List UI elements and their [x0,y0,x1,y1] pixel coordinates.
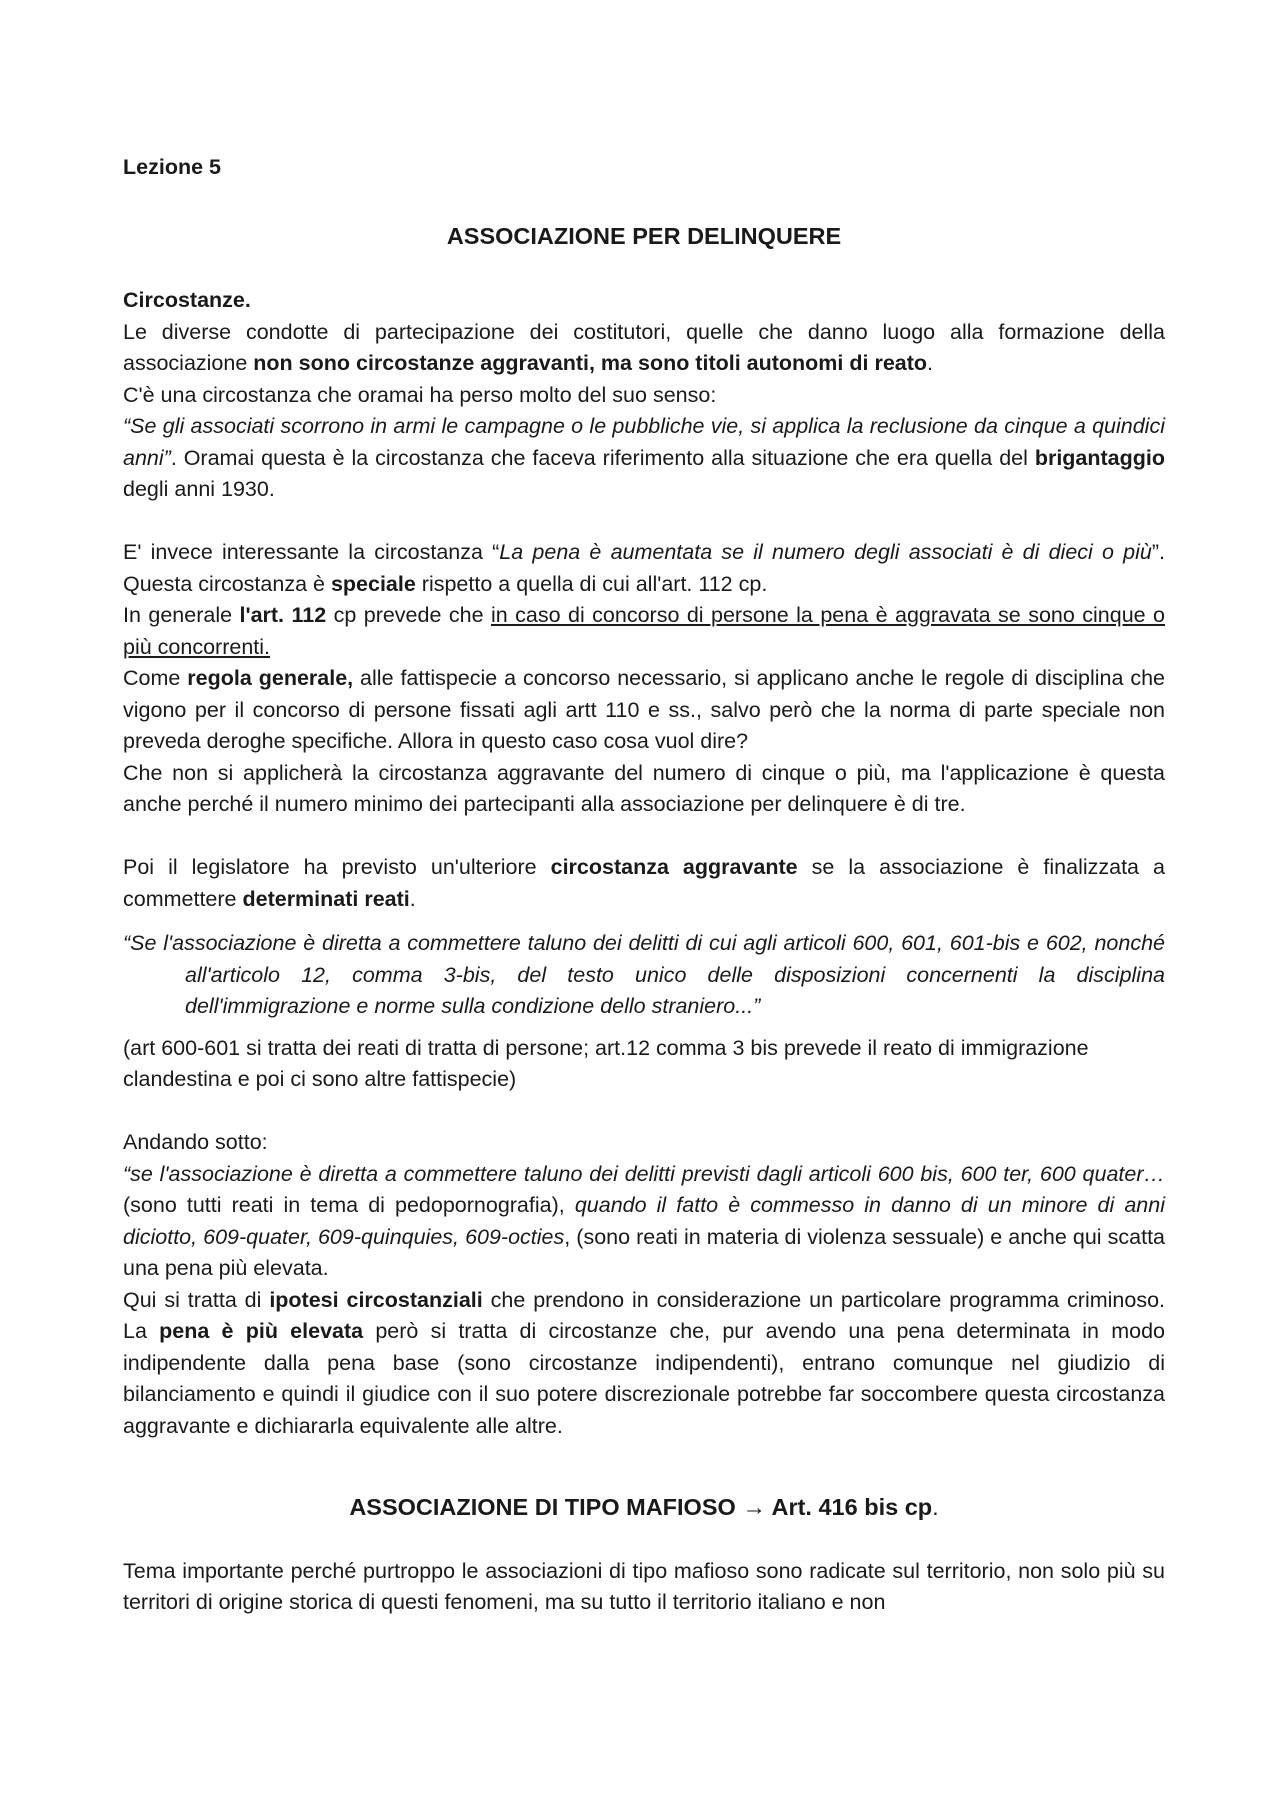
paragraph-tema-importante: Tema importante perché purtroppo le associazioni di tipo mafioso sono radicate sul territorio, non solo più su territori di origine storica di questi fenomeni, ma su tutto il territorio italiano e non [123,1558,1165,1614]
spacer [123,506,1165,538]
paragraph-ipotesi-circostanziali: Qui si tratta di ipotesi circostanziali che prendono in considerazione un particolare programma criminoso. La pena è più elevata però si tratta di circostanze che, pur avendo una pena determinata in modo indipendente dalla pena base (sono circostanze indipendenti), entrano comunque nel giudizio di bilanciamento e quindi il giudice con il suo potere discrezionale potrebbe far soccombere questa circostanza aggravante e dichiararla equivalente alle altre. [123,1287,1166,1438]
paragraph-aggravante-reati: Poi il legislatore ha previsto un'ulteriore circostanza aggravante se la associazione è finalizzata a commettere determinati reati. [123,855,1165,911]
paragraph-regola-generale: Come regola generale, alle fattispecie a concorso necessario, si applicano anche le regole di disciplina che vigono per il concorso di persone fissati agli artt 110 e ss., salvo però che la norma di parte speciale non preveda deroghe specifiche. Allora in questo caso cosa vuol dire? [123,666,1166,753]
section-title-mafioso: ASSOCIAZIONE DI TIPO MAFIOSO → Art. 416 bis cp. [349,1494,939,1520]
document-page [123,152,1165,1619]
paragraph-brigantaggio: “Se gli associati scorrono in armi le campagne o le pubbliche vie, si applica la reclusione da cinque a quindici anni”. Oramai questa è la circostanza che faceva riferimento alla situazione che era quella del brigantaggio degli anni 1930. [123,414,1165,501]
paragraph-tratta-persone: (art 600-601 si tratta dei reati di tratta di persone; art.12 comma 3 bis prevede il reato di immigrazione clandestina e poi ci sono altre fattispecie) [123,1035,1089,1091]
paragraph-numero-minimo: Che non si applicherà la circostanza aggravante del numero di cinque o più, ma l'applicazione è questa anche perché il numero minimo dei partecipanti alla associazione per delinquere è di tre. [123,760,1165,816]
paragraph-pedopornografia: “se l'associazione è diretta a commettere taluno dei delitti previsti dagli articoli 600 bis, 600 ter, 600 quater… (sono tutti reati in tema di pedopornografia), quando il fatto è commesso in danno di un minore di anni diciotto, 609-quater, 609-quinquies, 609-octies, (sono reati in materia di violenza sessuale) e anche qui scatta una pena più elevata. [123,1161,1165,1280]
lesson-label: Lezione 5 [123,155,221,179]
section-heading-circostanze: Circostanze. [123,288,251,312]
paragraph-circostanza-senso: C'è una circostanza che oramai ha perso molto del suo senso: [123,382,717,407]
paragraph-art-112: In generale l'art. 112 cp prevede che in caso di concorso di persone la pena è aggravata se sono cinque o più concorrenti. [123,603,1166,659]
page-title: ASSOCIAZIONE PER DELINQUERE [446,222,842,249]
paragraph-numero-associati: E' invece interessante la circostanza “La pena è aumentata se il numero degli associati è di dieci o più”. Questa circostanza è speciale rispetto a quella di cui all'art. 112 cp. [123,540,1165,596]
paragraph-condotte: Le diverse condotte di partecipazione dei costitutori, quelle che danno luogo alla formazione della associazione non sono circostanze aggravanti, ma sono titoli autonomi di reato. [123,319,1165,375]
paragraph-andando-sotto: Andando sotto: [123,1130,268,1154]
spacer [123,1096,1165,1128]
quote-art-600: “Se l'associazione è diretta a commettere taluno dei delitti di cui agli articoli 600, 601, 601-bis e 602, nonché all'articolo 12, comma 3-bis, del testo unico delle disposizioni concernenti la disciplina dell'immigrazione e norme sulla condizione dello straniero...” [123,931,1165,1018]
spacer [123,821,1165,853]
